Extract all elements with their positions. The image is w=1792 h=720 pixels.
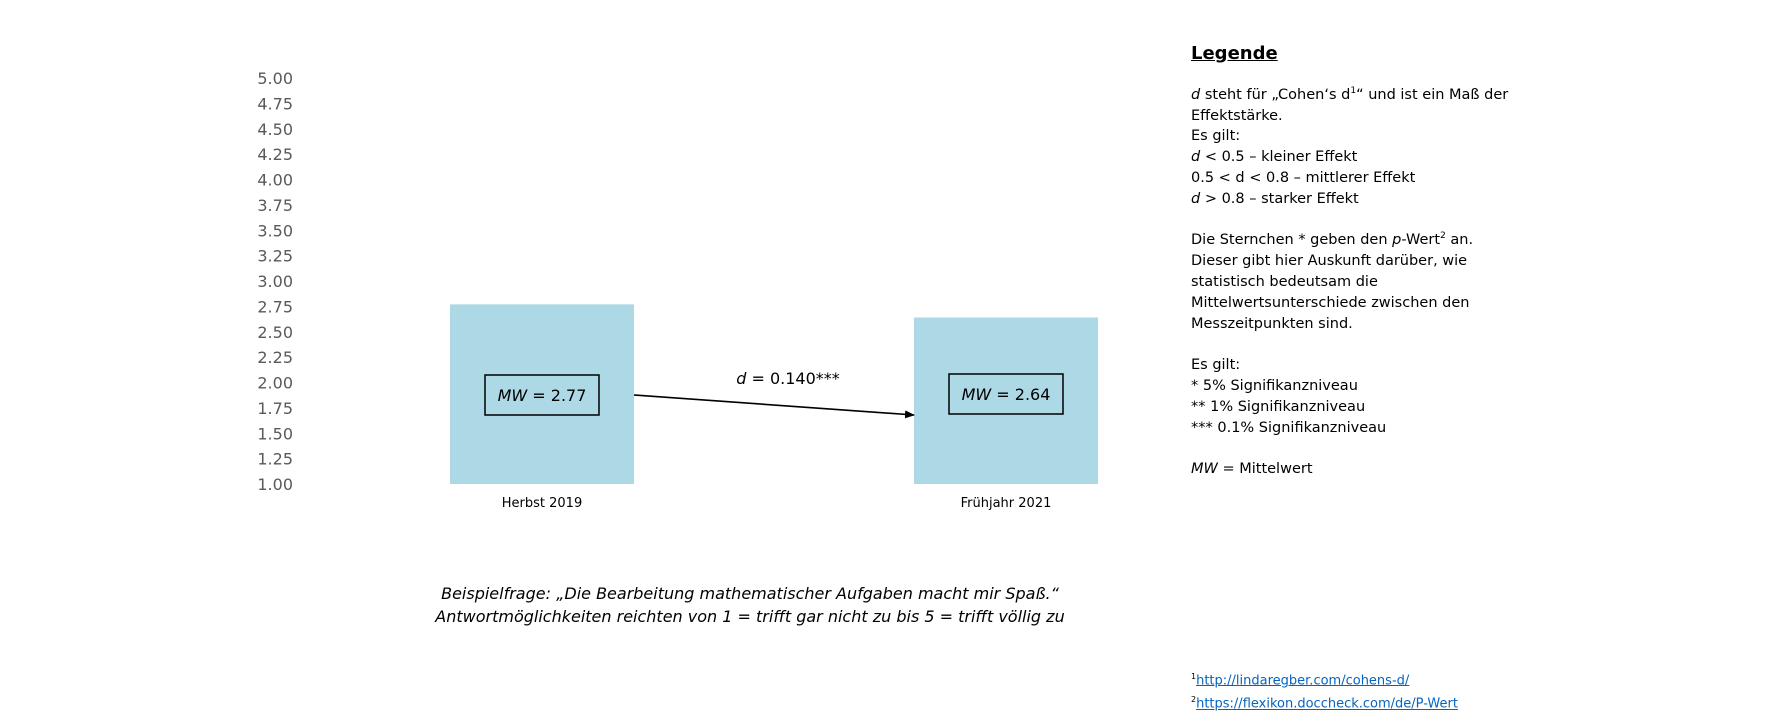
legend-stars-line-4: Mittelwertsunterschiede zwischen den bbox=[1191, 294, 1470, 311]
chart-caption bbox=[400, 582, 1100, 628]
effect-size-label: d = 0.140*** bbox=[736, 369, 840, 388]
effect-arrow bbox=[634, 395, 914, 415]
bars bbox=[450, 304, 1098, 484]
legend-title: Legende bbox=[1191, 43, 1278, 64]
y-axis bbox=[257, 69, 293, 494]
legend-cohen-line: d steht für „Cohen‘s $d^1“$ und ist ein Maß der bbox=[1191, 85, 1509, 103]
y-tick-label: 3.75 bbox=[257, 195, 293, 215]
y-tick-label: 2.25 bbox=[257, 348, 293, 368]
effect-arrow-group bbox=[634, 369, 914, 415]
y-tick-label: 1.75 bbox=[257, 398, 293, 418]
y-tick-label: 1.50 bbox=[257, 424, 293, 444]
y-tick-label: 3.25 bbox=[257, 246, 293, 266]
y-tick-label: 3.50 bbox=[257, 221, 293, 241]
footnote-link-1[interactable]: http://lindaregber.com/cohens-d/ bbox=[1196, 673, 1410, 689]
caption-line-2: Antwortmöglichkeiten reichten von 1 = trifft gar nicht zu bis 5 = trifft völlig zu bbox=[435, 607, 1065, 626]
legend-panel bbox=[1191, 40, 1571, 480]
legend-es-gilt-2: Es gilt: bbox=[1191, 357, 1241, 374]
category-labels bbox=[502, 496, 1052, 511]
y-tick-label: 4.00 bbox=[257, 170, 293, 190]
y-tick-label: 3.00 bbox=[257, 272, 293, 291]
legend-sig-5: * 5% Signifikanzniveau bbox=[1191, 377, 1358, 394]
legend-stars-line-5: Messzeitpunkten sind. bbox=[1191, 315, 1353, 332]
legend-cohen-line-2: Effektstärke. bbox=[1191, 107, 1283, 124]
footnote-link-2[interactable]: https://flexikon.doccheck.com/de/P-Wert bbox=[1196, 696, 1458, 712]
legend-sig-1: ** 1% Signifikanzniveau bbox=[1191, 398, 1366, 415]
legend-rule-small: d < 0.5 – kleiner Effekt bbox=[1191, 149, 1358, 166]
value-label: MW = 2.77 bbox=[497, 386, 587, 405]
y-tick-label: 1.25 bbox=[257, 449, 293, 469]
y-tick-label: 5.00 bbox=[257, 69, 293, 88]
y-tick-label: 2.50 bbox=[257, 322, 293, 342]
y-tick-label: 4.75 bbox=[257, 94, 293, 114]
legend-es-gilt: Es gilt: bbox=[1191, 128, 1241, 145]
y-tick-label: 4.50 bbox=[257, 119, 293, 139]
footnote-1: $^1$http://lindaregber.com/cohens-d/ bbox=[1191, 672, 1410, 689]
legend-stars-line-3: statistisch bedeutsam die bbox=[1191, 273, 1378, 290]
caption-line-1: Beispielfrage: „Die Bearbeitung mathematischer Aufgaben macht mir Spaß.“ bbox=[441, 584, 1059, 603]
y-tick-label: 4.25 bbox=[257, 145, 293, 165]
footnotes bbox=[1191, 667, 1458, 714]
legend-rule-medium: 0.5 < d < 0.8 – mittlerer Effekt bbox=[1191, 169, 1416, 186]
legend-sig-01: *** 0.1% Signifikanzniveau bbox=[1191, 419, 1387, 436]
category-label: Frühjahr 2021 bbox=[960, 496, 1052, 511]
y-tick-label: 2.00 bbox=[257, 373, 293, 393]
legend-mw-line: MW = Mittelwert bbox=[1191, 461, 1313, 478]
category-label: Herbst 2019 bbox=[501, 496, 583, 511]
y-tick-label: 2.75 bbox=[257, 297, 293, 317]
footnote-2: $^2$https://flexikon.doccheck.com/de/P-Wert bbox=[1191, 695, 1458, 712]
y-tick-label: 1.00 bbox=[257, 475, 293, 494]
legend-stars-line-2: Dieser gibt hier Auskunft darüber, wie bbox=[1191, 253, 1468, 270]
legend-stars-line: Die Sternchen * geben den p-Wert$^2$ an. bbox=[1191, 231, 1474, 249]
value-label: MW = 2.64 bbox=[961, 385, 1051, 404]
legend-rule-large: d > 0.8 – starker Effekt bbox=[1191, 190, 1359, 207]
